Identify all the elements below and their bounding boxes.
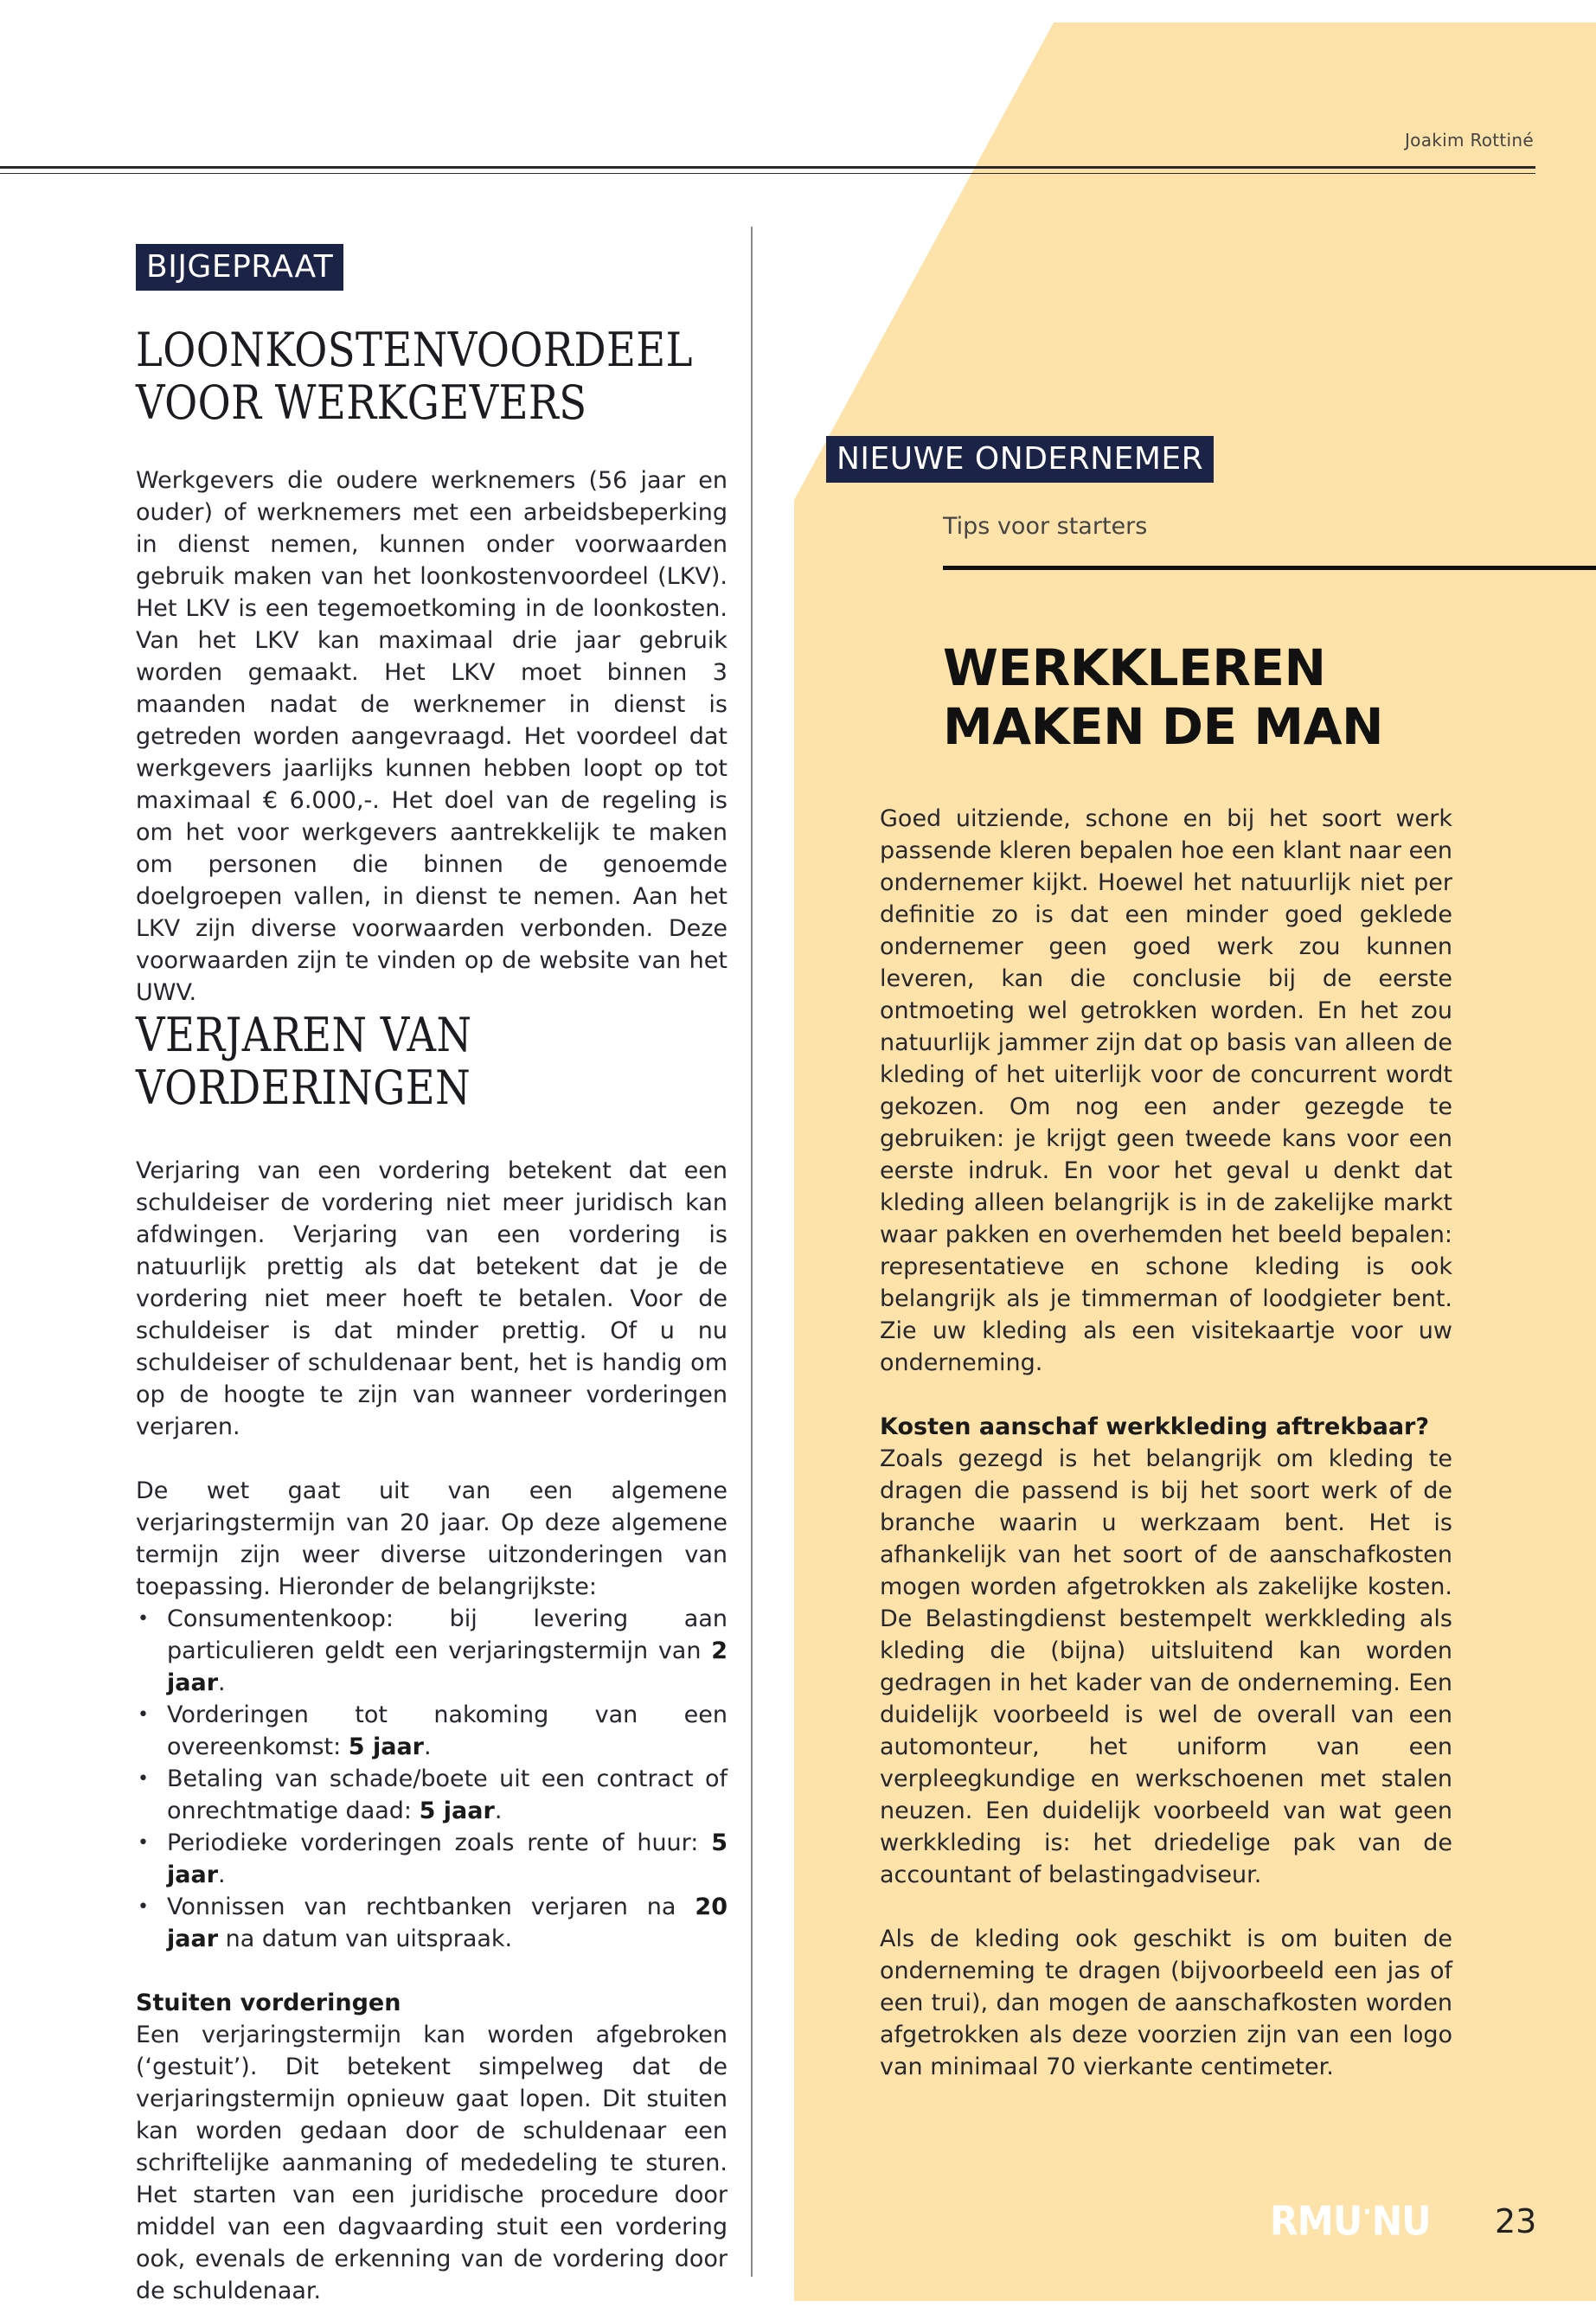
article3-subheading: Kosten aanschaf werkkleding aftrekbaar?: [880, 1413, 1430, 1440]
list-item: • Consumentenkoop: bij levering aan particulieren geldt een verjaringstermijn van 2 jaar.: [136, 1603, 727, 1699]
article1-body: [136, 465, 727, 1009]
author-name: Joakim Rottiné: [1404, 130, 1534, 151]
article3-paragraph-3: Als de kleding ook geschikt is om buiten de onderneming te dragen (bijvoorbeeld een jas of een trui), dan mogen de aanschafkosten worden afgetrokken als deze voorzien zijn van een logo van minimaal 70 vierkante centimeter.: [880, 1926, 1452, 2080]
logo-text-right: NU: [1371, 2197, 1431, 2245]
article3-headline: [943, 638, 1383, 756]
article2-subheading: Stuiten vorderingen: [136, 1990, 401, 2016]
list-item: • Betaling van schade/boete uit een contract of onrechtmatige daad: 5 jaar.: [136, 1763, 727, 1827]
header-rule-top: [0, 166, 1535, 169]
article1-headline-line1: LOONKOSTENVOORDEEL: [136, 323, 693, 377]
article1-headline: [136, 324, 693, 429]
article2-headline-line2: VORDERINGEN: [136, 1061, 471, 1115]
list-item: • Periodieke vorderingen zoals rente of huur: 5 jaar.: [136, 1827, 727, 1891]
section-tag-nieuwe-ondernemer: NIEUWE ONDERNEMER: [826, 436, 1214, 483]
column-divider: [751, 227, 753, 2277]
prescription-terms-list: [136, 1603, 727, 1955]
list-item: • Vorderingen tot nakoming van een overeenkomst: 5 jaar.: [136, 1699, 727, 1763]
article3-paragraph-1: Goed uitziende, schone en bij het soort werk passende kleren bepalen hoe een klant naar een ondernemer kijkt. Hoewel het natuurlijk niet per definitie zo is dat een minder goed geklede ondernemer geen goed werk zou kunnen leveren, kan die conclusie bij de eerste ontmoeting wel getrokken worden. En het zou natuurlijk jammer zijn dat op basis van alleen de kleding of het uiterlijk voor de concurrent wordt gekozen. Om nog een ander gezegde te gebruiken: je krijgt geen tweede kans voor een eerste indruk. En voor het geval u denkt dat kleding alleen belangrijk is in de zakelijke markt waar pakken en overhemden het beeld bepalen: representatieve en schone kleding is ook belangrijk als je timmerman of loodgieter bent. Zie uw kleding als een visitekaartje voor uw onderneming.: [880, 805, 1452, 1376]
list-item: • Vonnissen van rechtbanken verjaren na 20 jaar na datum van uitspraak.: [136, 1891, 727, 1955]
section-tag-bijgepraat: BIJGEPRAAT: [136, 244, 343, 291]
article2-headline-line1: VERJAREN VAN: [136, 1008, 472, 1062]
page-number: 23: [1495, 2202, 1537, 2240]
article2-paragraph-1: Verjaring van een vordering betekent dat een schuldeiser de vordering niet meer juridisch kan afdwingen. Verjaring van een vordering is natuurlijk prettig als dat betekent dat je de vordering niet meer hoeft te betalen. Voor de schuldeiser is dat minder prettig. Of u nu schuldeiser of schuldenaar bent, het is handig om op de hoogte te zijn van wanneer vorderingen verjaren.: [136, 1157, 727, 1440]
article2-paragraph-3: Een verjaringstermijn kan worden afgebroken (‘gestuit’). Dit betekent simpelweg dat de verjaringstermijn opnieuw gaat lopen. Dit stuiten kan worden gedaan door de schuldenaar een schriftelijke aanmaning of mededeling te sturen. Het starten van een juridische procedure door middel van een dagvaarding stuit een vordering ook, evenals de erkenning van de vordering door de schuldenaar.: [136, 2022, 727, 2304]
article2-headline: [136, 1009, 472, 1114]
logo-text-left: RMU: [1270, 2197, 1362, 2245]
article3-headline-line2: MAKEN DE MAN: [943, 697, 1384, 756]
article3-body: [880, 803, 1452, 2083]
subtitle-rule: [943, 566, 1596, 570]
article1-paragraph: Werkgevers die oudere werknemers (56 jaar en ouder) of werknemers met een arbeidsbeperking in dienst nemen, kunnen onder voorwaarden gebruik maken van het loonkostenvoordeel (LKV). Het LKV is een tegemoetkoming in de loonkosten. Van het LKV kan maximaal drie jaar gebruik worden gemaakt. Het LKV moet binnen 3 maanden nadat de werknemer in dienst is getreden worden aangevraagd. Het voordeel dat werkgevers jaarlijks kunnen hebben loopt op tot maximaal € 6.000,-. Het doel van de regeling is om het voor werkgevers aantrekkelijk te maken om personen die binnen de genoemde doelgroepen vallen, in dienst te nemen. Aan het LKV zijn diverse voorwaarden verbonden. Deze voorwaarden zijn te vinden op de website van het UWV.: [136, 467, 727, 1006]
article2-body: [136, 1155, 727, 2307]
article3-headline-line1: WERKKLEREN: [943, 638, 1326, 697]
header-rule-bottom: [0, 173, 1535, 174]
article1-headline-line2: VOOR WERKGEVERS: [136, 375, 587, 430]
article2-paragraph-2: De wet gaat uit van een algemene verjaringstermijn van 20 jaar. Op deze algemene termijn zijn weer diverse uitzonderingen van toepassing. Hieronder de belangrijkste:: [136, 1477, 727, 1600]
article3-subtitle: Tips voor starters: [943, 513, 1148, 540]
rmu-nu-logo: [1270, 2197, 1431, 2244]
logo-dot-icon: ·: [1362, 2197, 1371, 2227]
article3-paragraph-2: Zoals gezegd is het belangrijk om kleding te dragen die passend is bij het soort werk of de branche waarin u werkzaam bent. Het is afhankelijk van het soort of de aanschafkosten mogen worden afgetrokken als zakelijke kosten. De Belastingdienst bestempelt werkkleding als kleding die (bijna) uitsluitend kan worden gedragen in het kader van de onderneming. Een duidelijk voorbeeld is wel de overall van een automonteur, het uniform van een verpleegkundige en werkschoenen met stalen neuzen. Een duidelijk voorbeeld van wat geen werkkleding is: het driedelige pak van de accountant of belastingadviseur.: [880, 1445, 1452, 1888]
